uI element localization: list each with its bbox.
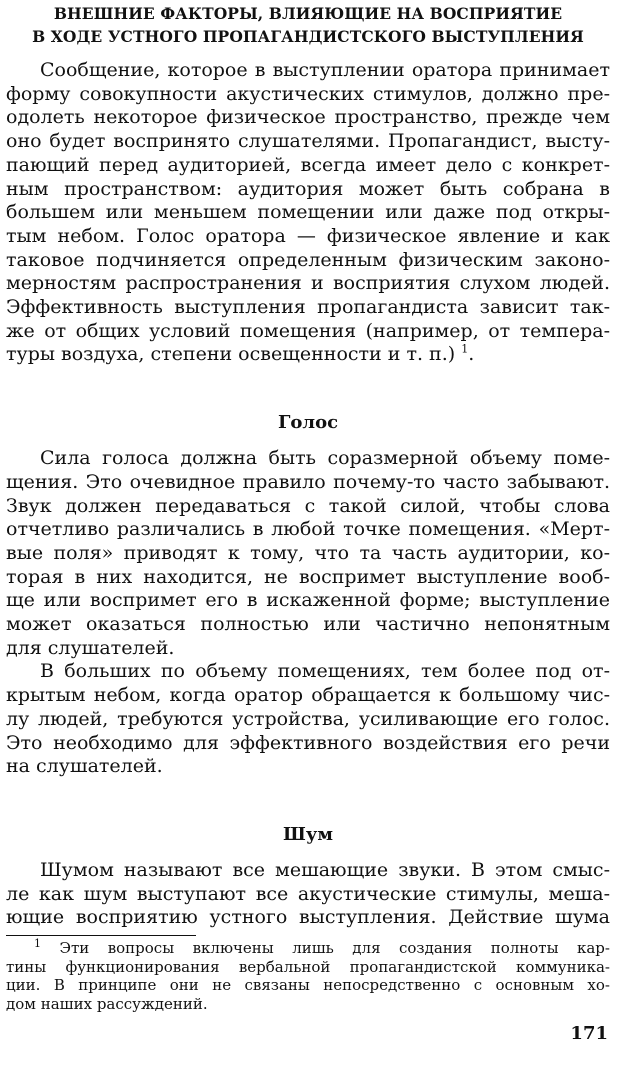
footnote-divider xyxy=(6,935,196,936)
text-line: Эффективность выступления пропагандиста зависит так- xyxy=(6,296,610,319)
section-heading-voice: Голос xyxy=(277,412,339,434)
sentence-end: . xyxy=(468,343,475,366)
text-line: крытым небом, когда оратор обращается к большому чис- xyxy=(6,684,610,707)
text-line: на слушателей. xyxy=(6,755,163,778)
chapter-title-line-2: В ХОДЕ УСТНОГО ПРОПАГАНДИСТСКОГО ВЫСТУПЛЕНИЯ xyxy=(32,27,584,46)
footnote-line: ции. В принципе они не связаны непосредственно с основным хо- xyxy=(6,976,610,995)
text-line: ным пространством: аудитория может быть собрана в xyxy=(6,177,610,200)
text-line: Звук должен передаваться с такой силой, чтобы слова xyxy=(6,494,610,517)
text-line: тым небом. Голос оратора — физическое явление и как xyxy=(6,224,610,247)
intro-paragraph xyxy=(6,59,610,367)
footnote-line: дом наших рассуждений. xyxy=(6,994,208,1013)
text-line: оно будет воспринято слушателями. Пропагандист, высту- xyxy=(6,130,610,153)
text-line: для слушателей. xyxy=(6,636,175,659)
text-line: торая в них находится, не воспримет выступление вооб- xyxy=(6,565,610,588)
page-number: 171 xyxy=(570,1023,608,1044)
section-heading-noise: Шум xyxy=(283,823,333,845)
text-line: Сила голоса должна быть соразмерной объему поме- xyxy=(40,447,610,470)
text-line: ще или воспримет его в искаженной форме; выступление xyxy=(6,589,610,612)
text-line: одолеть некоторое физическое пространство, прежде чем xyxy=(6,106,610,129)
text-line: ле как шум выступают все акустические стимулы, меша- xyxy=(6,882,610,905)
footnote-line-1 xyxy=(6,939,610,958)
chapter-title xyxy=(6,0,610,48)
text-line: ющие восприятию устного выступления. Действие шума xyxy=(6,906,610,929)
footnote-reference[interactable]: 1 xyxy=(461,343,469,357)
text-line: большем или меньшем помещении или даже под откры- xyxy=(6,201,610,224)
text-line: вые поля» приводят к тому, что та часть аудитории, ко- xyxy=(6,541,610,564)
text-line-last xyxy=(6,343,610,367)
text-line: щения. Это очевидное правило почему-то часто забывают. xyxy=(6,470,610,493)
noise-paragraph-1 xyxy=(6,859,610,930)
text-line: может оказаться полностью или частично непонятным xyxy=(6,613,610,636)
text-line: пающий перед аудиторией, всегда имеет дело с конкрет- xyxy=(6,153,610,176)
footnote xyxy=(6,939,610,1013)
voice-paragraph-1 xyxy=(6,447,610,660)
text-line: Сообщение, которое в выступлении оратора принимает xyxy=(40,59,610,81)
chapter-title-line-1: ВНЕШНИЕ ФАКТОРЫ, ВЛИЯЮЩИЕ НА ВОСПРИЯТИЕ xyxy=(53,4,563,23)
text-line: таковое подчиняется определенным физическим законо- xyxy=(6,248,610,271)
text-line-content: туры воздуха, степени освещенности и т. п.) xyxy=(6,343,456,366)
text-line: отчетливо различались в любой точке помещения. «Мерт- xyxy=(6,518,610,541)
text-line: лу людей, требуются устройства, усиливающие его голос. xyxy=(6,707,610,730)
text-line: же от общих условий помещения (например, от темпера- xyxy=(6,319,610,342)
text-line: Шумом называют все мешающие звуки. В этом смыс- xyxy=(40,858,610,881)
footnote-line: тины функционирования вербальной пропагандистской коммуника- xyxy=(6,957,610,976)
text-line: форму совокупности акустических стимулов, должно пре- xyxy=(6,82,610,105)
text-line: В больших по объему помещениях, тем более под от- xyxy=(40,660,610,683)
text-line: Это необходимо для эффективного воздействия его речи xyxy=(6,731,610,754)
footnote-mark: 1 xyxy=(34,937,41,951)
footnote-text: Эти вопросы включены лишь для создания полноты кар- xyxy=(59,939,610,958)
text-line: мерностям распространения и восприятия слухом людей. xyxy=(6,272,610,295)
voice-paragraph-2 xyxy=(6,660,610,779)
